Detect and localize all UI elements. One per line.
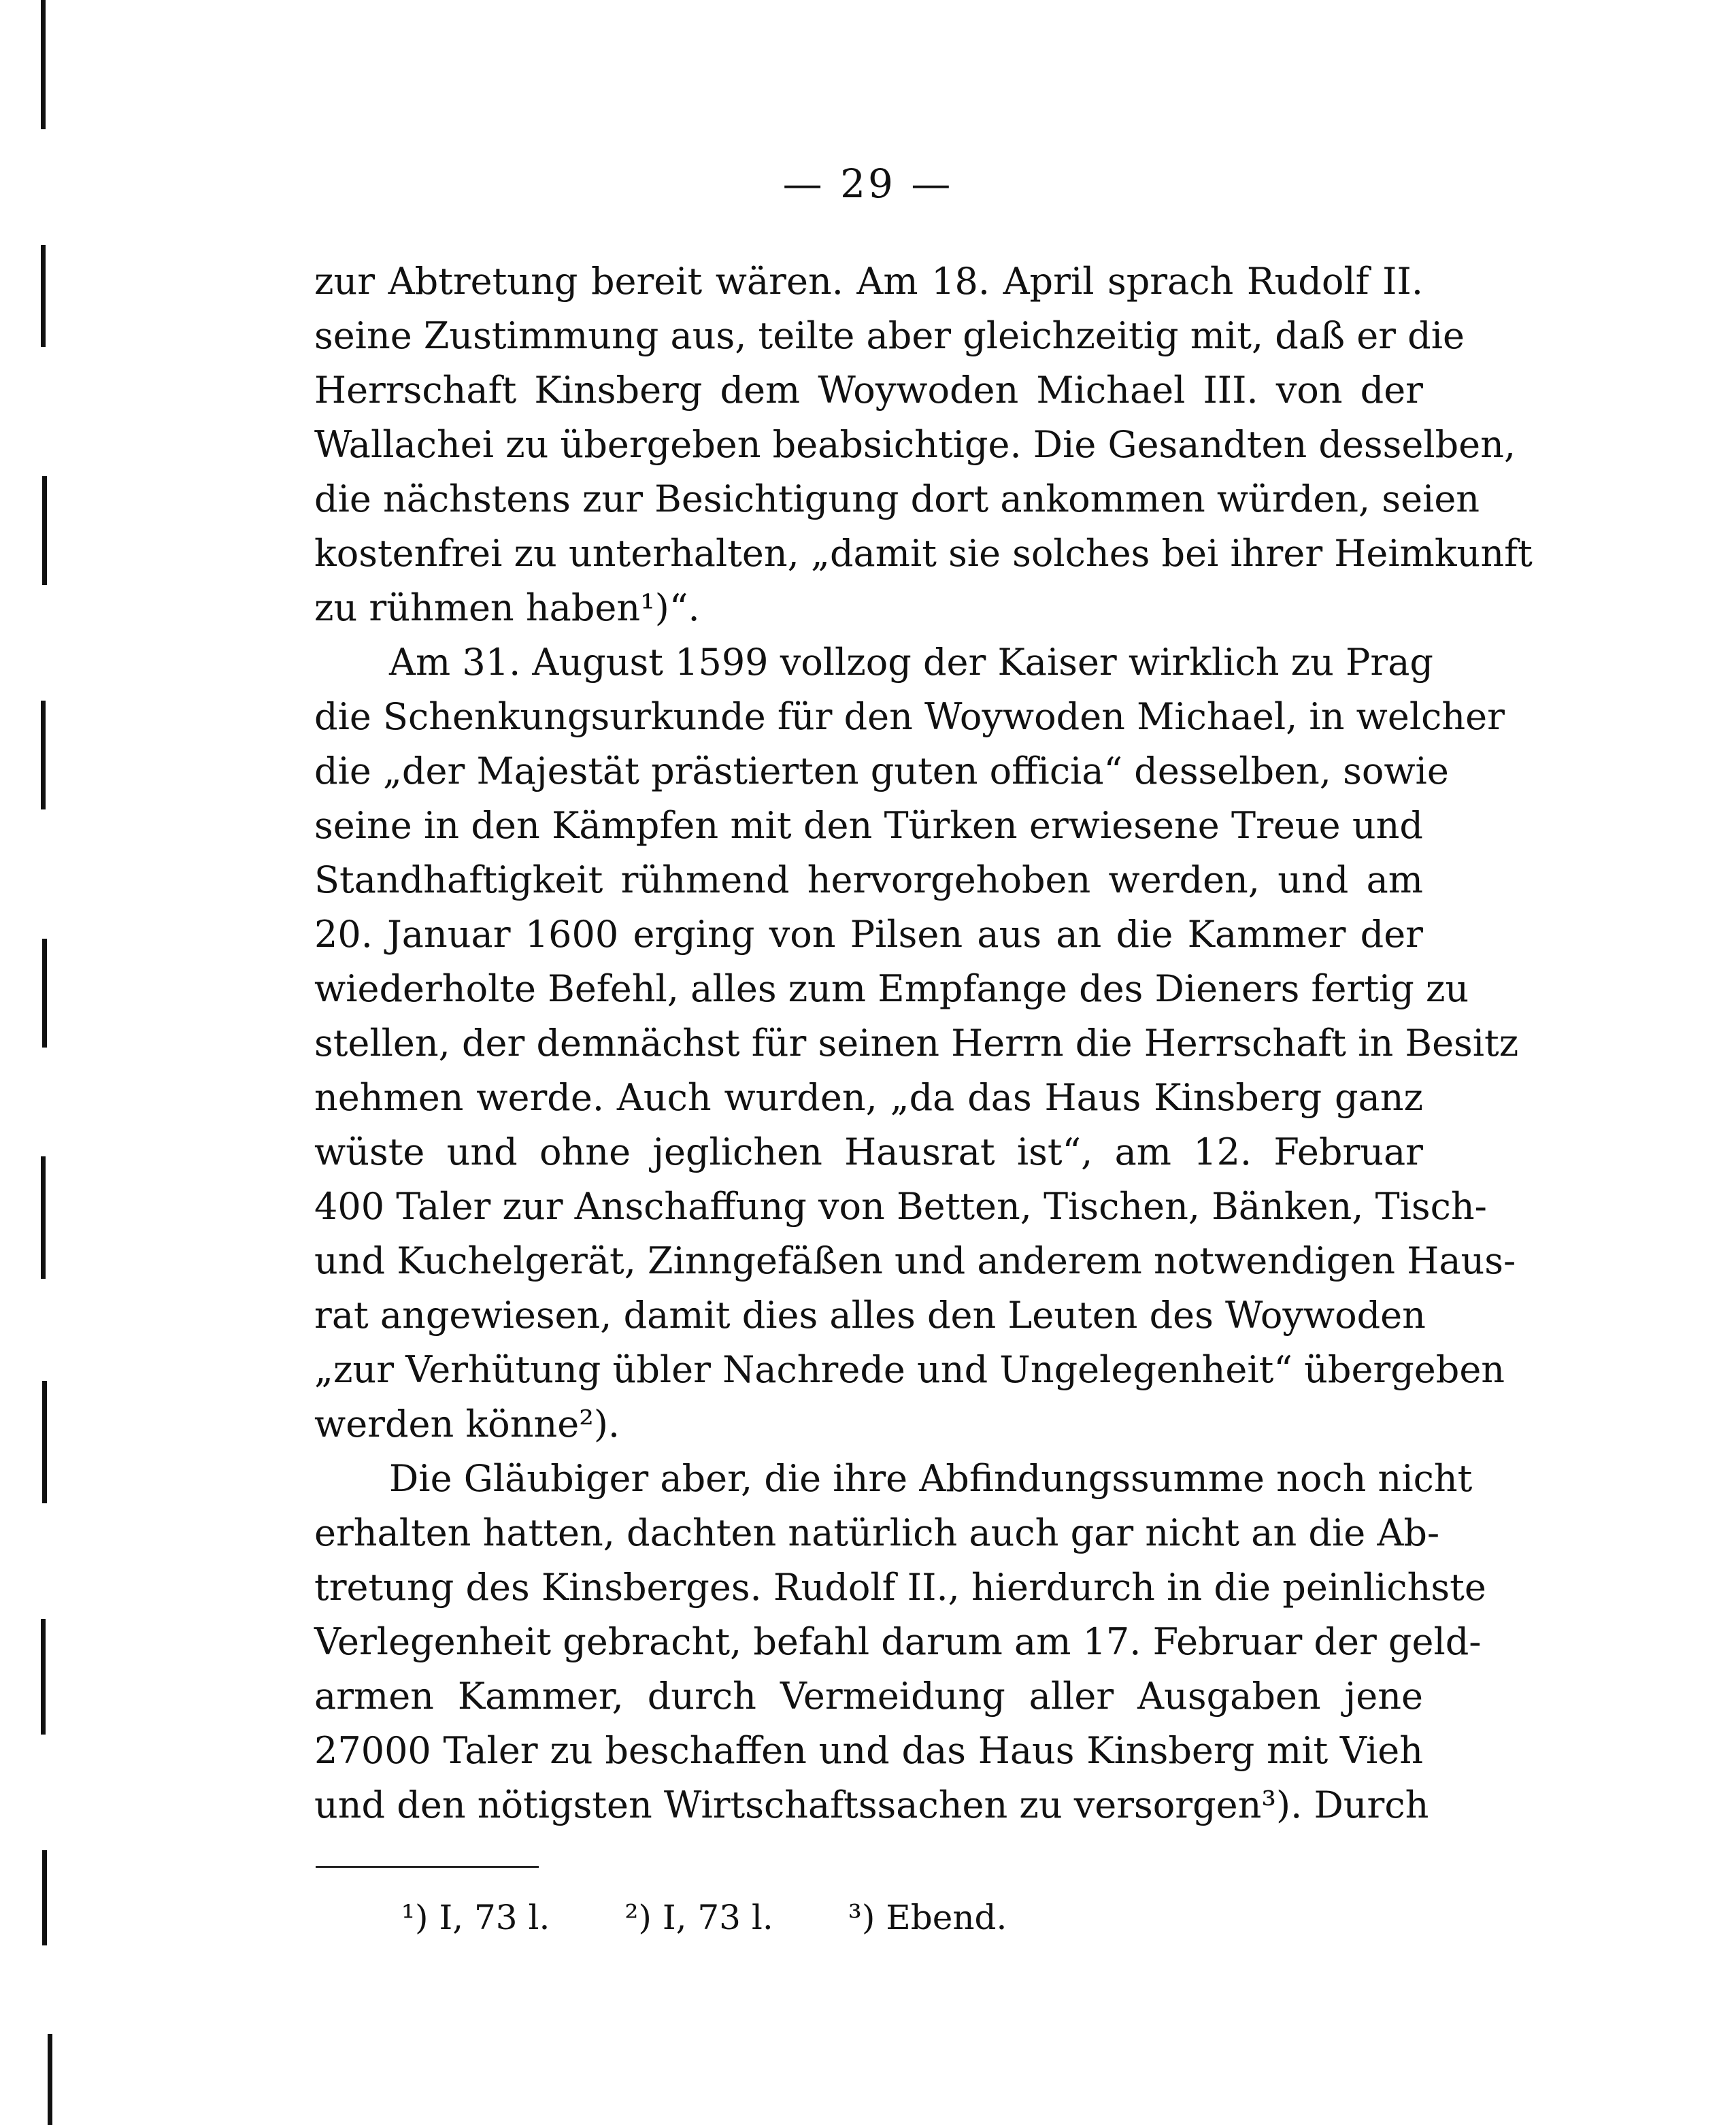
text-line: Herrschaft Kinsberg dem Woywoden Michael III. von der	[314, 369, 1423, 412]
text-line: und den nötigsten Wirtschaftssachen zu versorgen³). Durch	[314, 1784, 1429, 1826]
text-line: werden könne²).	[314, 1403, 620, 1445]
text-line: stellen, der demnächst für seinen Herrn die Herrschaft in Besitz	[314, 1022, 1519, 1065]
text-line: nehmen werde. Auch wurden, „da das Haus Kinsberg ganz	[314, 1076, 1423, 1119]
text-line: die Schenkungsurkunde für den Woywoden Michael, in welcher	[314, 695, 1505, 738]
footnotes	[401, 1898, 1007, 1937]
text-line: 27000 Taler zu beschaffen und das Haus Kinsberg mit Vieh	[314, 1729, 1423, 1772]
body-text	[314, 254, 1533, 1833]
text-line: rat angewiesen, damit dies alles den Leuten des Woywoden	[314, 1294, 1426, 1337]
text-line: seine Zustimmung aus, teilte aber gleichzeitig mit, daß er die	[314, 314, 1465, 357]
text-line: zur Abtretung bereit wären. Am 18. April sprach Rudolf II.	[314, 260, 1423, 303]
text-line: Verlegenheit gebracht, befahl darum am 17. Februar der geld-	[314, 1620, 1482, 1663]
footnote: ³) Ebend.	[848, 1898, 1007, 1937]
text-line: 400 Taler zur Anschaffung von Betten, Tischen, Bänken, Tisch-	[314, 1185, 1487, 1228]
text-line: zu rühmen haben¹)“.	[314, 586, 700, 629]
text-line: und Kuchelgerät, Zinngefäßen und anderem notwendigen Haus-	[314, 1239, 1516, 1282]
text-line: die „der Majestät prästierten guten officia“ desselben, sowie	[314, 750, 1449, 792]
text-line: Die Gläubiger aber, die ihre Abfindungssumme noch nicht	[389, 1457, 1473, 1500]
text-line: die nächstens zur Besichtigung dort ankommen würden, seien	[314, 478, 1480, 520]
text-line: armen Kammer, durch Vermeidung aller Ausgaben jene	[314, 1675, 1423, 1718]
text-line: „zur Verhütung übler Nachrede und Ungelegenheit“ übergeben	[314, 1348, 1505, 1391]
text-line: kostenfrei zu unterhalten, „damit sie solches bei ihrer Heimkunft	[314, 532, 1533, 575]
text-line: seine in den Kämpfen mit den Türken erwiesene Treue und	[314, 804, 1423, 847]
footnote: ¹) I, 73 l.	[401, 1898, 550, 1937]
text-line: Am 31. August 1599 vollzog der Kaiser wirklich zu Prag	[389, 641, 1433, 684]
text-line: Standhaftigkeit rühmend hervorgehoben werden, und am	[314, 858, 1423, 901]
text-line: 20. Januar 1600 erging von Pilsen aus an die Kammer der	[314, 913, 1423, 956]
scan-edge	[0, 0, 88, 2125]
page-number: — 29 —	[782, 161, 954, 207]
text-line: erhalten hatten, dachten natürlich auch gar nicht an die Ab-	[314, 1511, 1440, 1554]
footnote: ²) I, 73 l.	[624, 1898, 773, 1937]
text-line: wüste und ohne jeglichen Hausrat ist“, am 12. Februar	[314, 1131, 1423, 1173]
footnote-rule	[316, 1866, 539, 1868]
text-line: wiederholte Befehl, alles zum Empfange des Dieners fertig zu	[314, 967, 1469, 1010]
text-line: tretung des Kinsberges. Rudolf II., hierdurch in die peinlichste	[314, 1566, 1486, 1609]
text-line: Wallachei zu übergeben beabsichtige. Die Gesandten desselben,	[314, 423, 1516, 466]
